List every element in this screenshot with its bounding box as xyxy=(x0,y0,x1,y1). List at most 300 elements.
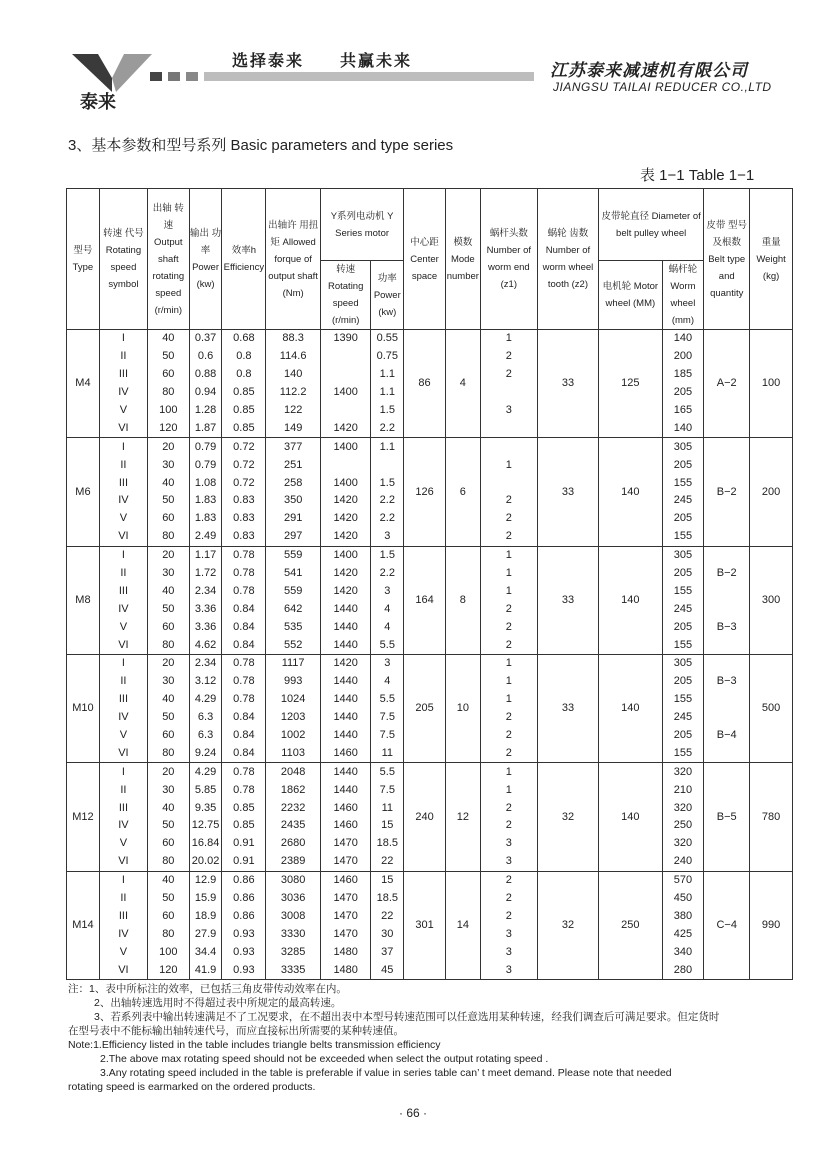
cell-efficiency: 0.72 xyxy=(222,474,266,492)
cell-efficiency: 0.91 xyxy=(222,835,266,853)
cell-wheel-teeth: 32 xyxy=(537,871,598,979)
cell-symbol: II xyxy=(99,456,147,474)
cell-symbol: V xyxy=(99,835,147,853)
cell-worm-heads: 2 xyxy=(480,727,537,745)
cell-worm-heads: 1 xyxy=(480,763,537,781)
cell-worm-wheel: 320 xyxy=(662,763,704,781)
cell-weight: 780 xyxy=(750,763,793,871)
cell-belt: C−4 xyxy=(704,871,750,979)
cell-output-speed: 50 xyxy=(148,348,190,366)
cell-power: 27.9 xyxy=(189,925,222,943)
cell-output-speed: 40 xyxy=(148,691,190,709)
cell-mode: 14 xyxy=(445,871,480,979)
cell-worm-heads: 2 xyxy=(480,799,537,817)
cell-efficiency: 0.84 xyxy=(222,709,266,727)
cell-motor-speed: 1390 xyxy=(321,330,371,348)
cell-worm-heads: 1 xyxy=(480,673,537,691)
cell-motor-speed xyxy=(321,456,371,474)
cell-output-speed: 80 xyxy=(148,384,190,402)
cell-motor-power: 0.55 xyxy=(371,330,404,348)
cell-motor-speed: 1440 xyxy=(321,600,371,618)
cell-motor-power: 22 xyxy=(371,853,404,871)
cell-efficiency: 0.84 xyxy=(222,636,266,654)
parameters-table xyxy=(66,188,793,980)
cell-motor-power: 2.2 xyxy=(371,565,404,583)
table-header xyxy=(67,189,793,330)
note-cn-3: 3、若系列表中输出转速满足不了工况要求，在不超出表中本型号转速范围可以任意选用某种转速，经我们调查后可满足要求。但定货时 xyxy=(94,1011,720,1023)
cell-torque: 291 xyxy=(266,510,321,528)
cell-symbol: VI xyxy=(99,853,147,871)
cell-worm-heads: 2 xyxy=(480,817,537,835)
cell-output-speed: 20 xyxy=(148,655,190,673)
cell-motor-speed: 1440 xyxy=(321,618,371,636)
cell-weight: 500 xyxy=(750,655,793,763)
cell-efficiency: 0.84 xyxy=(222,618,266,636)
cell-motor-power: 7.5 xyxy=(371,709,404,727)
cell-power: 6.3 xyxy=(189,727,222,745)
cell-motor-power: 5.5 xyxy=(371,763,404,781)
cell-motor-speed: 1460 xyxy=(321,871,371,889)
cell-symbol: III xyxy=(99,582,147,600)
cell-symbol: I xyxy=(99,546,147,564)
cell-output-speed: 20 xyxy=(148,546,190,564)
cell-symbol: V xyxy=(99,943,147,961)
cell-output-speed: 30 xyxy=(148,565,190,583)
cell-weight: 300 xyxy=(750,546,793,654)
page-header xyxy=(0,0,826,120)
cell-output-speed: 80 xyxy=(148,853,190,871)
cell-motor-power: 1.5 xyxy=(371,402,404,420)
cell-efficiency: 0.68 xyxy=(222,330,266,348)
cell-worm-wheel: 570 xyxy=(662,871,704,889)
cell-motor-wheel: 140 xyxy=(599,763,663,871)
cell-motor-wheel: 140 xyxy=(599,546,663,654)
cell-belt xyxy=(704,546,750,564)
cell-power: 34.4 xyxy=(189,943,222,961)
cell-motor-speed: 1420 xyxy=(321,528,371,546)
cell-motor-wheel: 125 xyxy=(599,330,663,438)
cell-center: 164 xyxy=(404,546,446,654)
cell-worm-heads: 2 xyxy=(480,600,537,618)
cell-motor-power: 4 xyxy=(371,618,404,636)
cell-symbol: VI xyxy=(99,419,147,437)
cell-symbol: III xyxy=(99,908,147,926)
cell-worm-heads: 1 xyxy=(480,565,537,583)
note-en-1: Note:1.Efficiency listed in the table includes triangle belts transmission efficiency xyxy=(68,1039,441,1051)
cell-power: 18.9 xyxy=(189,908,222,926)
col-worm-heads: 蜗杆头数 Number of worm end (z1) xyxy=(480,189,537,330)
cell-symbol: V xyxy=(99,618,147,636)
cell-motor-speed: 1400 xyxy=(321,546,371,564)
cell-torque: 1103 xyxy=(266,744,321,762)
cell-worm-heads: 3 xyxy=(480,835,537,853)
cell-worm-heads xyxy=(480,474,537,492)
cell-power: 3.36 xyxy=(189,618,222,636)
cell-power: 0.79 xyxy=(189,456,222,474)
cell-weight: 990 xyxy=(750,871,793,979)
cell-worm-wheel: 205 xyxy=(662,673,704,691)
cell-worm-wheel: 320 xyxy=(662,835,704,853)
cell-symbol: VI xyxy=(99,636,147,654)
cell-worm-wheel: 305 xyxy=(662,655,704,673)
cell-worm-heads: 2 xyxy=(480,709,537,727)
cell-worm-wheel: 210 xyxy=(662,781,704,799)
cell-symbol: II xyxy=(99,890,147,908)
cell-motor-power: 1.5 xyxy=(371,546,404,564)
cell-motor-speed: 1460 xyxy=(321,744,371,762)
cell-worm-wheel: 240 xyxy=(662,853,704,871)
cell-motor-power: 18.5 xyxy=(371,835,404,853)
cell-power: 2.49 xyxy=(189,528,222,546)
cell-worm-heads xyxy=(480,438,537,456)
cell-motor-speed: 1440 xyxy=(321,763,371,781)
cell-efficiency: 0.91 xyxy=(222,853,266,871)
cell-motor-speed: 1480 xyxy=(321,943,371,961)
cell-motor-speed: 1480 xyxy=(321,961,371,979)
cell-belt: B−3 xyxy=(704,618,750,636)
cell-worm-heads: 2 xyxy=(480,744,537,762)
cell-worm-heads: 2 xyxy=(480,871,537,889)
cell-efficiency: 0.85 xyxy=(222,817,266,835)
cell-motor-speed: 1420 xyxy=(321,419,371,437)
company-name-cn: 江苏泰来减速机有限公司 xyxy=(550,61,748,81)
cell-torque: 559 xyxy=(266,546,321,564)
col-center: 中心距 Center space xyxy=(404,189,446,330)
cell-motor-speed xyxy=(321,348,371,366)
cell-symbol: IV xyxy=(99,925,147,943)
table-body xyxy=(67,330,793,980)
cell-output-speed: 80 xyxy=(148,744,190,762)
cell-worm-wheel: 155 xyxy=(662,582,704,600)
cell-symbol: IV xyxy=(99,600,147,618)
cell-motor-power: 18.5 xyxy=(371,890,404,908)
cell-power: 1.17 xyxy=(189,546,222,564)
cell-power: 9.24 xyxy=(189,744,222,762)
cell-efficiency: 0.93 xyxy=(222,961,266,979)
col-pulley-worm: 蜗杆轮 Worm wheel (mm) xyxy=(662,261,704,330)
cell-motor-power: 5.5 xyxy=(371,636,404,654)
cell-type: M10 xyxy=(67,655,100,763)
cell-worm-wheel: 340 xyxy=(662,943,704,961)
cell-wheel-teeth: 33 xyxy=(537,438,598,546)
slogan: 选择泰来 共赢未来 xyxy=(232,51,413,70)
cell-output-speed: 120 xyxy=(148,419,190,437)
cell-motor-power: 3 xyxy=(371,528,404,546)
cell-symbol: IV xyxy=(99,709,147,727)
cell-worm-heads: 3 xyxy=(480,402,537,420)
cell-worm-heads: 3 xyxy=(480,853,537,871)
col-rotating-symbol: 转速 代号 Rotating speed symbol xyxy=(99,189,147,330)
cell-weight: 100 xyxy=(750,330,793,438)
cell-worm-wheel: 140 xyxy=(662,419,704,437)
cell-torque: 2048 xyxy=(266,763,321,781)
cell-power: 0.94 xyxy=(189,384,222,402)
cell-symbol: IV xyxy=(99,817,147,835)
cell-symbol: III xyxy=(99,366,147,384)
cell-motor-power: 0.75 xyxy=(371,348,404,366)
cell-power: 4.29 xyxy=(189,691,222,709)
cell-efficiency: 0.83 xyxy=(222,492,266,510)
cell-motor-power: 45 xyxy=(371,961,404,979)
cell-output-speed: 50 xyxy=(148,492,190,510)
cell-symbol: I xyxy=(99,871,147,889)
cell-torque: 1002 xyxy=(266,727,321,745)
table-row xyxy=(67,871,793,889)
cell-worm-wheel: 165 xyxy=(662,402,704,420)
company-name-en: JIANGSU TAILAI REDUCER CO.,LTD xyxy=(553,80,772,94)
cell-output-speed: 40 xyxy=(148,330,190,348)
table-row xyxy=(67,763,793,781)
cell-efficiency: 0.93 xyxy=(222,943,266,961)
col-mode: 模数 Mode number xyxy=(445,189,480,330)
cell-wheel-teeth: 33 xyxy=(537,655,598,763)
cell-power: 1.87 xyxy=(189,419,222,437)
cell-worm-heads xyxy=(480,419,537,437)
cell-motor-power: 1.1 xyxy=(371,384,404,402)
cell-power: 0.79 xyxy=(189,438,222,456)
cell-motor-power: 2.2 xyxy=(371,510,404,528)
cell-type: M8 xyxy=(67,546,100,654)
cell-belt: B−3 xyxy=(704,673,750,691)
cell-efficiency: 0.85 xyxy=(222,419,266,437)
cell-torque: 3080 xyxy=(266,871,321,889)
cell-output-speed: 60 xyxy=(148,727,190,745)
cell-worm-wheel: 140 xyxy=(662,330,704,348)
cell-worm-heads: 2 xyxy=(480,908,537,926)
cell-torque: 3036 xyxy=(266,890,321,908)
cell-output-speed: 50 xyxy=(148,817,190,835)
cell-torque: 251 xyxy=(266,456,321,474)
cell-worm-heads: 1 xyxy=(480,781,537,799)
cell-mode: 8 xyxy=(445,546,480,654)
cell-efficiency: 0.72 xyxy=(222,438,266,456)
col-pulley: 皮带轮直径 Diameter of belt pulley wheel xyxy=(599,189,704,261)
cell-efficiency: 0.83 xyxy=(222,528,266,546)
cell-worm-wheel: 155 xyxy=(662,528,704,546)
cell-efficiency: 0.85 xyxy=(222,402,266,420)
cell-efficiency: 0.78 xyxy=(222,781,266,799)
cell-efficiency: 0.8 xyxy=(222,366,266,384)
page-number: · 66 · xyxy=(398,1106,427,1120)
cell-efficiency: 0.85 xyxy=(222,384,266,402)
cell-motor-speed: 1470 xyxy=(321,908,371,926)
cell-output-speed: 80 xyxy=(148,636,190,654)
cell-center: 240 xyxy=(404,763,446,871)
cell-center: 86 xyxy=(404,330,446,438)
cell-torque: 993 xyxy=(266,673,321,691)
cell-wheel-teeth: 33 xyxy=(537,330,598,438)
cell-torque: 3330 xyxy=(266,925,321,943)
cell-worm-wheel: 155 xyxy=(662,691,704,709)
cell-mode: 12 xyxy=(445,763,480,871)
cell-efficiency: 0.78 xyxy=(222,582,266,600)
cell-power: 9.35 xyxy=(189,799,222,817)
cell-output-speed: 40 xyxy=(148,871,190,889)
cell-efficiency: 0.78 xyxy=(222,763,266,781)
cell-symbol: V xyxy=(99,510,147,528)
cell-efficiency: 0.8 xyxy=(222,348,266,366)
cell-symbol: III xyxy=(99,691,147,709)
cell-motor-speed: 1440 xyxy=(321,781,371,799)
cell-worm-heads: 1 xyxy=(480,330,537,348)
cell-motor-power: 3 xyxy=(371,655,404,673)
cell-torque: 114.6 xyxy=(266,348,321,366)
cell-motor-power: 11 xyxy=(371,744,404,762)
cell-motor-power: 7.5 xyxy=(371,781,404,799)
notes xyxy=(68,982,798,1094)
cell-worm-wheel: 205 xyxy=(662,727,704,745)
col-efficiency: 效率h Efficiency xyxy=(222,189,266,330)
cell-symbol: II xyxy=(99,565,147,583)
cell-output-speed: 20 xyxy=(148,763,190,781)
cell-torque: 552 xyxy=(266,636,321,654)
cell-output-speed: 100 xyxy=(148,943,190,961)
note-en-2: 2.The above max rotating speed should not be exceeded when select the output rotating speed . xyxy=(100,1053,549,1065)
cell-symbol: V xyxy=(99,727,147,745)
cell-efficiency: 0.84 xyxy=(222,727,266,745)
cell-output-speed: 30 xyxy=(148,781,190,799)
col-motor: Y系列电动机 Y Series motor xyxy=(321,189,404,261)
cell-belt xyxy=(704,636,750,654)
cell-torque: 297 xyxy=(266,528,321,546)
cell-motor-power: 37 xyxy=(371,943,404,961)
cell-worm-heads: 1 xyxy=(480,456,537,474)
cell-center: 205 xyxy=(404,655,446,763)
cell-motor-speed: 1460 xyxy=(321,817,371,835)
cell-motor-wheel: 140 xyxy=(599,438,663,546)
cell-worm-wheel: 245 xyxy=(662,709,704,727)
cell-worm-heads: 3 xyxy=(480,961,537,979)
cell-efficiency: 0.84 xyxy=(222,744,266,762)
cell-efficiency: 0.83 xyxy=(222,510,266,528)
cell-worm-wheel: 185 xyxy=(662,366,704,384)
cell-torque: 350 xyxy=(266,492,321,510)
logo-text: 泰来 xyxy=(80,92,116,113)
cell-torque: 642 xyxy=(266,600,321,618)
cell-worm-wheel: 305 xyxy=(662,438,704,456)
cell-mode: 4 xyxy=(445,330,480,438)
cell-output-speed: 40 xyxy=(148,799,190,817)
cell-worm-wheel: 155 xyxy=(662,636,704,654)
table-caption: 表 1−1 Table 1−1 xyxy=(640,167,755,184)
cell-efficiency: 0.78 xyxy=(222,655,266,673)
cell-output-speed: 60 xyxy=(148,618,190,636)
cell-motor-speed: 1470 xyxy=(321,925,371,943)
cell-power: 12.75 xyxy=(189,817,222,835)
cell-motor-speed xyxy=(321,402,371,420)
cell-belt xyxy=(704,709,750,727)
cell-motor-wheel: 250 xyxy=(599,871,663,979)
cell-efficiency: 0.85 xyxy=(222,799,266,817)
cell-motor-power xyxy=(371,456,404,474)
cell-torque: 1117 xyxy=(266,655,321,673)
cell-motor-speed: 1470 xyxy=(321,835,371,853)
cell-power: 3.12 xyxy=(189,673,222,691)
cell-motor-speed: 1420 xyxy=(321,492,371,510)
cell-belt: B−5 xyxy=(704,763,750,871)
cell-motor-power: 3 xyxy=(371,582,404,600)
cell-torque: 559 xyxy=(266,582,321,600)
cell-torque: 541 xyxy=(266,565,321,583)
decorative-bars xyxy=(150,72,540,81)
cell-efficiency: 0.78 xyxy=(222,546,266,564)
cell-motor-speed: 1420 xyxy=(321,565,371,583)
cell-motor-power: 1.1 xyxy=(371,366,404,384)
cell-worm-heads: 1 xyxy=(480,582,537,600)
col-wheel-teeth: 蜗轮 齿数 Number of worm wheel tooth (z2) xyxy=(537,189,598,330)
cell-power: 0.37 xyxy=(189,330,222,348)
cell-torque: 88.3 xyxy=(266,330,321,348)
note-en-3b: rotating speed is earmarked on the ordered products. xyxy=(68,1081,316,1093)
cell-symbol: VI xyxy=(99,961,147,979)
cell-symbol: VI xyxy=(99,528,147,546)
cell-power: 1.28 xyxy=(189,402,222,420)
cell-type: M14 xyxy=(67,871,100,979)
note-cn-1: 注：1、表中所标注的效率，已包括三角皮带传动效率在内。 xyxy=(68,983,347,995)
cell-worm-wheel: 380 xyxy=(662,908,704,926)
col-output-speed: 出轴 转速 Output shaft rotating speed (r/min) xyxy=(148,189,190,330)
cell-power: 4.29 xyxy=(189,763,222,781)
cell-motor-speed: 1440 xyxy=(321,691,371,709)
cell-efficiency: 0.86 xyxy=(222,871,266,889)
cell-efficiency: 0.78 xyxy=(222,565,266,583)
col-torque: 出轴许 用扭矩 Allowed forque of output shaft (Nm) xyxy=(266,189,321,330)
cell-worm-heads xyxy=(480,384,537,402)
cell-torque: 3285 xyxy=(266,943,321,961)
cell-belt: B−4 xyxy=(704,727,750,745)
cell-efficiency: 0.84 xyxy=(222,600,266,618)
table-row xyxy=(67,330,793,348)
cell-worm-wheel: 200 xyxy=(662,348,704,366)
cell-torque: 3008 xyxy=(266,908,321,926)
cell-worm-wheel: 425 xyxy=(662,925,704,943)
cell-power: 1.83 xyxy=(189,492,222,510)
note-cn-2: 2、出轴转速选用时不得超过表中所规定的最高转速。 xyxy=(94,997,342,1009)
note-cn-3b: 在型号表中不能标输出轴转速代号，而应直接标出所需要的某种转速值。 xyxy=(68,1025,404,1037)
cell-power: 16.84 xyxy=(189,835,222,853)
cell-power: 3.36 xyxy=(189,600,222,618)
note-en-3: 3.Any rotating speed included in the table is preferable if value in series table can’ t meet demand. Please note that needed xyxy=(100,1067,672,1079)
col-type: 型号 Type xyxy=(67,189,100,330)
cell-output-speed: 80 xyxy=(148,925,190,943)
cell-weight: 200 xyxy=(750,438,793,546)
cell-motor-power: 22 xyxy=(371,908,404,926)
cell-output-speed: 30 xyxy=(148,456,190,474)
cell-output-speed: 30 xyxy=(148,673,190,691)
cell-symbol: VI xyxy=(99,744,147,762)
table-row xyxy=(67,655,793,673)
cell-power: 6.3 xyxy=(189,709,222,727)
cell-worm-heads: 2 xyxy=(480,890,537,908)
cell-worm-heads: 3 xyxy=(480,925,537,943)
cell-motor-speed xyxy=(321,366,371,384)
cell-worm-heads: 2 xyxy=(480,528,537,546)
cell-torque: 112.2 xyxy=(266,384,321,402)
cell-motor-speed: 1440 xyxy=(321,727,371,745)
cell-power: 5.85 xyxy=(189,781,222,799)
cell-symbol: IV xyxy=(99,384,147,402)
cell-type: M4 xyxy=(67,330,100,438)
cell-torque: 2680 xyxy=(266,835,321,853)
cell-belt xyxy=(704,600,750,618)
cell-power: 0.6 xyxy=(189,348,222,366)
cell-motor-power: 1.1 xyxy=(371,438,404,456)
cell-mode: 10 xyxy=(445,655,480,763)
cell-worm-heads: 2 xyxy=(480,492,537,510)
cell-motor-speed: 1440 xyxy=(321,709,371,727)
cell-torque: 1862 xyxy=(266,781,321,799)
cell-worm-heads: 2 xyxy=(480,366,537,384)
